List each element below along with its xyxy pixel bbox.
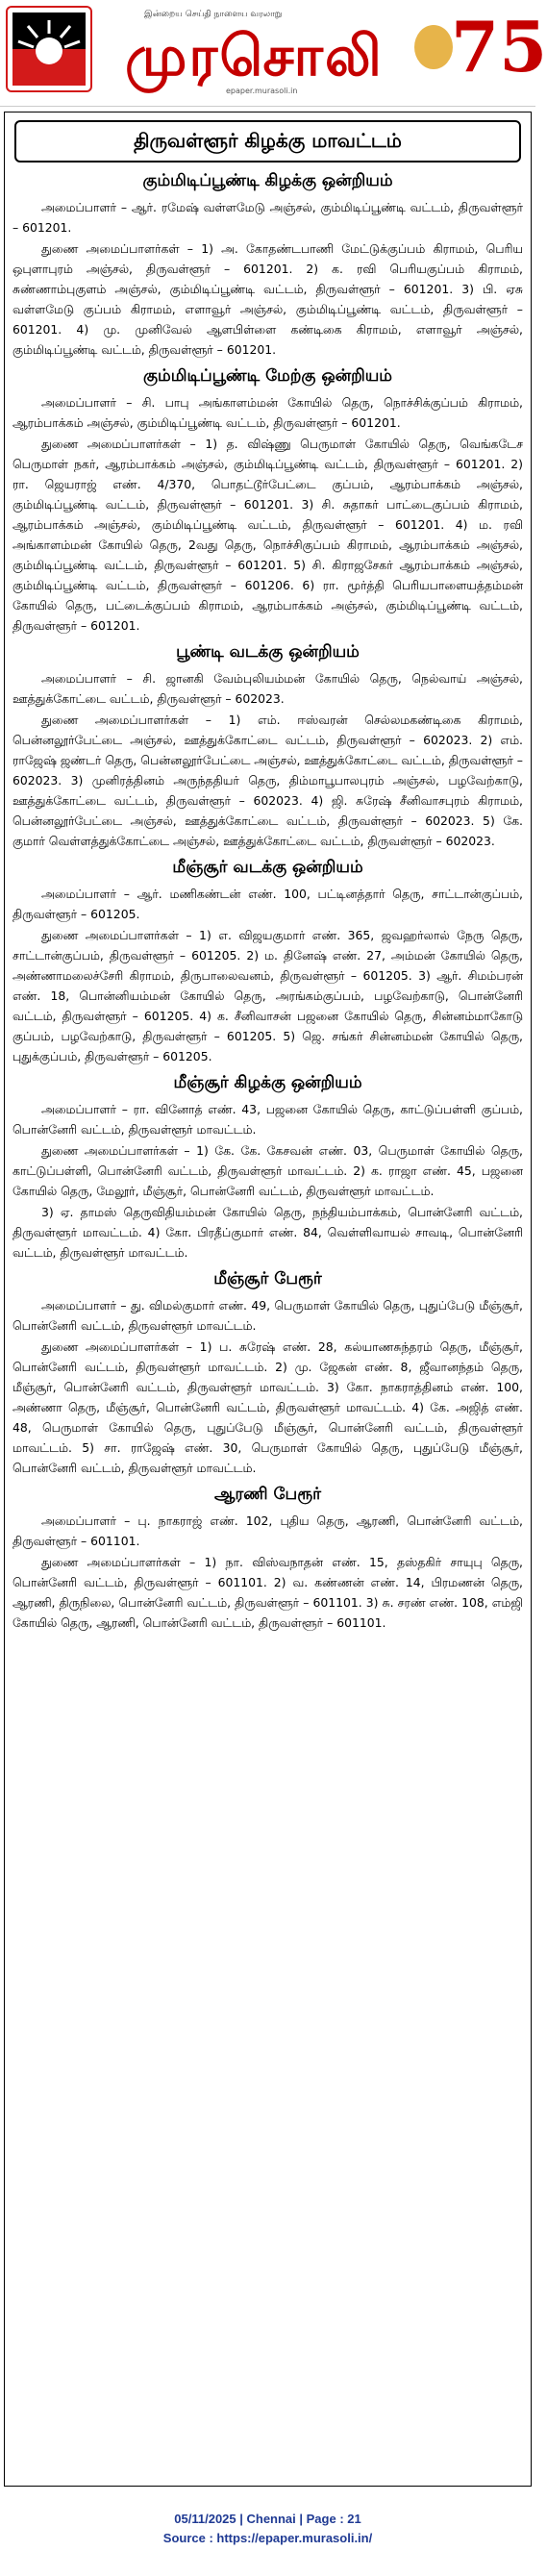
- deputy-organizers-paragraph: துணை அமைப்பாளர்கள் – 1) கே. கே. கேசவன் எண். 03, பெருமாள் கோயில் தெரு, காட்டுப்பள்ளி, பொன்னேரி வட்டம், திருவள்ளூர் மாவட்டம். 2) க. ராஜா எண். 45, பஜனை கோயில் தெரு, மேலூர், மீஞ்சூர், பொன்னேரி வட்டம், திருவள்ளூர் மாவட்டம்.: [12, 1143, 523, 1198]
- section-heading: ஆரணி பேரூர்: [213, 1485, 322, 1504]
- union-section: [12, 363, 523, 636]
- masthead-url[interactable]: epaper.murasoli.in: [226, 87, 298, 95]
- portrait-icon: [414, 25, 453, 69]
- newspaper-name: முரசொலி: [125, 23, 384, 88]
- section-heading: மீஞ்சூர் கிழக்கு ஒன்றியம்: [173, 1073, 362, 1092]
- section-heading: கும்மிடிப்பூண்டி மேற்கு ஒன்றியம்: [143, 366, 392, 386]
- town-section: [12, 1482, 523, 1633]
- district-title: திருவள்ளூர் கிழக்கு மாவட்டம்: [14, 120, 521, 163]
- masthead: [0, 0, 547, 107]
- party-emblem-logo: [6, 6, 92, 92]
- organizer-paragraph: அமைப்பாளர் – சி. பாபு அங்காளம்மன் கோயில் தெரு, நொச்சிக்குப்பம் கிராமம், ஆரம்பாக்கம் அஞ்சல், கும்மிடிப்பூண்டி வட்டம், திருவள்ளூர் – 601201.: [12, 395, 523, 430]
- rising-sun-icon: [12, 13, 86, 86]
- union-section: [12, 855, 523, 1066]
- deputy-organizers-paragraph: துணை அமைப்பாளர்கள் – 1) நா. விஸ்வநாதன் எண். 15, தஸ்தகிர் சாயுபு தெரு, பொன்னேரி வட்டம், திருவள்ளூர் – 601101. 2) வ. கண்ணன் எண். 14, பிரமணன் தெரு, ஆரணி, திருநிலை, பொன்னேரி வட்டம், திருவள்ளூர் – 601101. 3) சு. சரண் எண். 108, எம்ஜி கோயில் தெரு, ஆரணி, பொன்னேரி வட்டம், திருவள்ளூர் – 601101.: [12, 1555, 523, 1630]
- organizer-paragraph: அமைப்பாளர் – ரா. வினோத் எண். 43, பஜனை கோயில் தெரு, காட்டுப்பள்ளி குப்பம், பொன்னேரி வட்டம், திருவள்ளூர் மாவட்டம்.: [12, 1102, 523, 1137]
- section-heading: பூண்டி வடக்கு ஒன்றியம்: [176, 642, 360, 662]
- organizer-paragraph: அமைப்பாளர் – ஆர். ரமேஷ் வள்ளமேடு அஞ்சல், கும்மிடிப்பூண்டி வட்டம், திருவள்ளூர் – 601201.: [12, 200, 523, 235]
- page-footer: [0, 2510, 535, 2548]
- section-heading: மீஞ்சூர் பேரூர்: [213, 1269, 322, 1288]
- deputy-organizers-paragraph: துணை அமைப்பாளர்கள் – 1) எ. விஜயகுமார் எண். 365, ஜவஹர்லால் நேரு தெரு, சாட்டான்குப்பம், திருவள்ளூர் – 601205. 2) ம. தினேஷ் எண். 27, அம்மன் கோயில் தெரு, அண்ணாமலைச்சேரி கிராமம், திருபாலைவனம், திருவள்ளூர் – 601205. 3) ஆர். சிமம்பரன் எண். 18, பொன்னியம்மன் கோயில் தெரு, அரங்கம்குப்பம், பழவேற்காடு, பொன்னேரி வட்டம், திருவள்ளூர் – 601205. 4) க. சீனிவாசன் பஜனை கோயில் தெரு, சின்னம்மாகோடு குப்பம், பழவேற்காடு, திருவள்ளூர் – 601205. 5) ஜெ. சங்கர் சின்னம்மன் கோயில் தெரு, புதுக்குப்பம், திருவள்ளூர் – 601205.: [12, 928, 523, 1063]
- masthead-tagline: இன்றைய செய்தி நாளைய வரலாறு: [144, 10, 283, 19]
- organizer-paragraph: அமைப்பாளர் – ஆர். மணிகண்டன் எண். 100, பட்டினத்தார் தெரு, சாட்டான்குப்பம், திருவள்ளூர் – 601205.: [12, 887, 523, 921]
- anniversary-number: 75: [451, 6, 547, 88]
- organizer-paragraph: அமைப்பாளர் – பு. நாகராஜ் எண். 102, புதிய தெரு, ஆரணி, பொன்னேரி வட்டம், திருவள்ளூர் – 601101.: [12, 1513, 523, 1548]
- union-section: [12, 168, 523, 360]
- organizer-paragraph: அமைப்பாளர் – சி. ஜானகி வேம்புலியம்மன் கோயில் தெரு, நெல்வாய் அஞ்சல், ஊத்துக்கோட்டை வட்டம், திருவள்ளூர் – 602023.: [12, 671, 523, 706]
- deputy-organizers-paragraph: துணை அமைப்பாளர்கள் – 1) எம். ஈஸ்வரன் செல்லமகண்டிகை கிராமம், பென்னலூர்பேட்டை அஞ்சல், ஊத்துக்கோட்டை வட்டம், திருவள்ளூர் – 602023. 2) எம். ராஜேஷ் ஜண்டர் தெரு, பென்னலூர்பேட்டை அஞ்சல், ஊத்துக்கோட்டை வட்டம், திருவள்ளூர் – 602023. 3) முனிரத்தினம் அருந்ததியர் தெரு, திம்மாபூபாலபுரம் அஞ்சல், பழவேற்காடு, ஊத்துக்கோட்டை வட்டம், திருவள்ளூர் – 602023. 4) ஜி. சுரேஷ் சீனிவாசபுரம் கிராமம், பென்னலூர்பேட்டை அஞ்சல், ஊத்துக்கோட்டை வட்டம், திருவள்ளூர் – 602023. 5) கே. குமார் வெள்ளத்துக்கோட்டை அஞ்சல், ஊத்துக்கோட்டை வட்டம், திருவள்ளூர் – 602023.: [12, 713, 523, 848]
- town-section: [12, 1266, 523, 1478]
- deputy-organizers-paragraph: துணை அமைப்பாளர்கள் – 1) ப. சுரேஷ் எண். 28, கல்யாணசுந்தரம் தெரு, மீஞ்சூர், பொன்னேரி வட்டம், திருவள்ளூர் மாவட்டம். 2) மு. ஜேகன் எண். 8, ஜீவானந்தம் தெரு, மீஞ்சூர், பொன்னேரி வட்டம், திருவள்ளூர் மாவட்டம். 3) கோ. நாகராத்தினம் எண். 100, அண்ணா தெரு, மீஞ்சூர், பொன்னேரி வட்டம், திருவள்ளூர் மாவட்டம். 4) கே. அஜித் எண். 48, பெருமாள் கோயில் தெரு, புதுப்பேடு மீஞ்சூர், பொன்னேரி வட்டம், திருவள்ளூர் மாவட்டம். 5) சா. ராஜேஷ் எண். 30, பெருமாள் கோயில் தெரு, புதுப்பேடு மீஞ்சூர், பொன்னேரி வட்டம், திருவள்ளூர் மாவட்டம்.: [12, 1339, 523, 1475]
- section-heading: கும்மிடிப்பூண்டி கிழக்கு ஒன்றியம்: [142, 171, 393, 190]
- union-section: [12, 1070, 523, 1263]
- footer-date-page: 05/11/2025 | Chennai | Page : 21: [174, 2512, 361, 2526]
- footer-source-link[interactable]: Source : https://epaper.murasoli.in/: [162, 2531, 373, 2545]
- deputy-organizers-paragraph: துணை அமைப்பாளர்கள் – 1) அ. கோதண்டபாணி மேட்டுக்குப்பம் கிராமம், பெரிய ஒபுளாபுரம் அஞ்சல், திருவள்ளூர் – 601201. 2) க. ரவி பெரியகுப்பம் கிராமம், சுண்ணாம்புகுளம் அஞ்சல், கும்மிடிப்பூண்டி வட்டம், திருவள்ளூர் – 601201. 3) பி. ஏசு வள்ளமேடு குப்பம் கிராமம், எளாவூர் அஞ்சல், கும்மிடிப்பூண்டி வட்டம், திருவள்ளூர் – 601201. 4) மு. முனிவேல் ஆளபிள்ளை கண்டிகை கிராமம், எளாவூர் அஞ்சல், கும்மிடிப்பூண்டி வட்டம், திருவள்ளூர் – 601201.: [12, 241, 523, 357]
- anniversary-badge: [414, 6, 547, 98]
- organizer-paragraph: அமைப்பாளர் – து. விமல்குமார் எண். 49, பெருமாள் கோயில் தெரு, புதுப்பேடு மீஞ்சூர், பொன்னேரி வட்டம், திருவள்ளூர் மாவட்டம்.: [12, 1298, 523, 1333]
- union-section: [12, 639, 523, 851]
- deputy-organizers-continued: 3) ஏ. தாமஸ் தெருவிதியம்மன் கோயில் தெரு, நந்தியம்பாக்கம், பொன்னேரி வட்டம், திருவள்ளூர் மாவட்டம். 4) கோ. பிரதீப்குமார் எண். 84, வெள்ளிவாயல் சாவடி, பொன்னேரி வட்டம், திருவள்ளூர் மாவட்டம்.: [12, 1205, 523, 1260]
- deputy-organizers-paragraph: துணை அமைப்பாளர்கள் – 1) த. விஷ்ணு பெருமாள் கோயில் தெரு, வெங்கடேச பெருமாள் நகர், ஆரம்பாக்கம் அஞ்சல், கும்மிடிப்பூண்டி வட்டம், திருவள்ளூர் – 601201. 2) ரா. ஜெயராஜ் எண். 4/370, பொதட்டூர்பேட்டை குப்பம், ஆரம்பாக்கம் அஞ்சல், கும்மிடிப்பூண்டி வட்டம், திருவள்ளூர் – 601201. 3) சி. சுதாகர் பாட்டைகுப்பம் கிராமம், ஆரம்பாக்கம் அஞ்சல், கும்மிடிப்பூண்டி வட்டம், திருவள்ளூர் – 601201. 4) ம. ரவி அங்காளம்மன் கோயில் தெரு, 2வது தெரு, நொச்சிகுப்பம் கிராமம், ஆரம்பாக்கம் அஞ்சல், கும்மிடிப்பூண்டி வட்டம், திருவள்ளூர் – 601201. 5) சி. கிராஜசேகர் ஆரம்பாக்கம் அஞ்சல், கும்மிடிப்பூண்டி வட்டம், திருவள்ளூர் – 601206. 6) ரா. மூர்த்தி பெரியபாளையத்தம்மன் கோயில் தெரு, பட்டைக்குப்பம் கிராமம், ஆரம்பாக்கம் அஞ்சல், கும்மிடிப்பூண்டி வட்டம், திருவள்ளூர் – 601201.: [12, 437, 523, 633]
- section-heading: மீஞ்சூர் வடக்கு ஒன்றியம்: [172, 858, 363, 877]
- article-frame: [4, 112, 532, 2487]
